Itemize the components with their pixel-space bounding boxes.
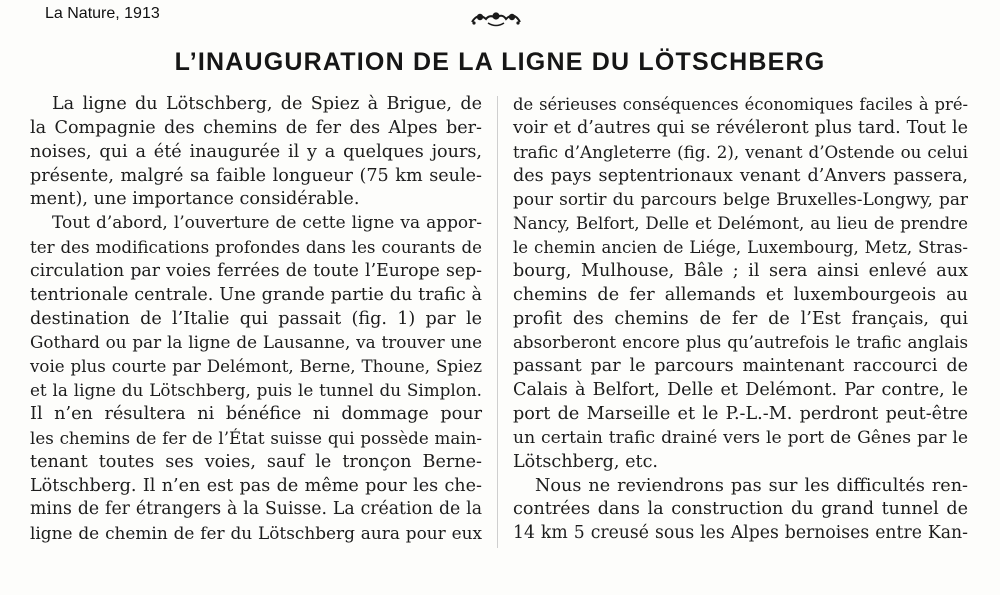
text-line: bourg, Mulhouse, Bâle ; il sera ainsi enlevé aux <box>513 260 968 281</box>
left-column <box>30 93 482 546</box>
article-title: L’INAUGURATION DE LA LIGNE DU LÖTSCHBERG <box>174 48 826 76</box>
right-column <box>513 93 968 546</box>
text-line: un certain trafic drainé vers le port de Gênes par le <box>513 427 968 448</box>
text-line: Tout d’abord, l’ouverture de cette ligne va appor- <box>52 213 482 234</box>
text-line: absorberont encore plus qu’autrefois le trafic anglais <box>513 333 968 353</box>
text-line: circulation par voies ferrées de toute l’Europe sep- <box>30 260 482 281</box>
text-line: Lötschberg, etc. <box>513 451 659 472</box>
text-line: pour sortir du parcours belge Bruxelles-Longwy, par <box>513 189 968 210</box>
text-line: La ligne du Lötschberg, de Spiez à Brigue, de <box>52 94 482 114</box>
text-line: mins de fer étrangers à la Suisse. La création de la <box>30 499 482 520</box>
text-line: et la ligne du Lötschberg, puis le tunnel du Simplon. <box>30 380 482 401</box>
text-line: ment), une importance considérable. <box>30 189 360 210</box>
text-line: Gothard ou par la ligne de Lausanne, va trouver une <box>30 332 482 353</box>
column-divider <box>497 96 498 548</box>
text-line: voir et d’autres qui se révéleront plus tard. Tout le <box>513 117 968 138</box>
text-line: de sérieuses conséquences économiques faciles à pré- <box>513 95 968 114</box>
source-label: La Nature, 1913 <box>45 5 160 22</box>
text-line: tentrionale centrale. Une grande partie du trafic à <box>30 284 482 305</box>
text-line: ter des modifications profondes dans les courants de <box>30 238 482 258</box>
text-line: Il n’en résultera ni bénéfice ni dommage pour <box>30 403 482 424</box>
text-line: présente, malgré sa faible longueur (75 km seule- <box>30 165 482 186</box>
text-line: Lötschberg. Il n’en est pas de même pour les che- <box>30 475 482 496</box>
text-line: les chemins de fer de l’État suisse qui possède main- <box>30 428 482 448</box>
text-line: chemins de fer allemands et luxembourgeois au <box>513 284 968 305</box>
text-line: la Compagnie des chemins de fer des Alpes ber- <box>30 117 482 138</box>
text-line: Nancy, Belfort, Delle et Delémont, au lieu de prendre <box>513 214 968 234</box>
text-line: passant par le parcours maintenant raccourci de <box>513 356 968 377</box>
text-line: des pays septentrionaux venant d’Anvers passera, <box>513 165 968 186</box>
text-line: noises, qui a été inaugurée il y a quelques jours, <box>30 141 482 162</box>
text-line: 14 km 5 creusé sous les Alpes bernoises entre Kan- <box>513 523 968 544</box>
text-line: Nous ne reviendrons pas sur les difficultés ren- <box>535 475 968 496</box>
fleuron-ornament-icon <box>468 8 524 28</box>
text-line: Calais à Belfort, Delle et Delémont. Par contre, le <box>513 380 968 401</box>
text-line: profit des chemins de fer de l’Est français, qui <box>513 308 968 329</box>
text-line: voie plus courte par Delémont, Berne, Thoune, Spiez <box>30 357 482 377</box>
text-line: ligne de chemin de fer du Lötschberg aura pour eux <box>30 523 482 544</box>
text-line: tenant toutes ses voies, sauf le tronçon Berne- <box>30 451 482 472</box>
text-line: contrées dans la construction du grand tunnel de <box>513 499 968 520</box>
text-line: port de Marseille et le P.-L.-M. perdront peut-être <box>513 403 968 424</box>
text-line: destination de l’Italie qui passait (fig. 1) par le <box>30 308 482 329</box>
text-line: le chemin ancien de Liége, Luxembourg, Metz, Stras- <box>513 238 968 258</box>
text-line: trafic d’Angleterre (fig. 2), venant d’Ostende ou celui <box>513 142 968 162</box>
